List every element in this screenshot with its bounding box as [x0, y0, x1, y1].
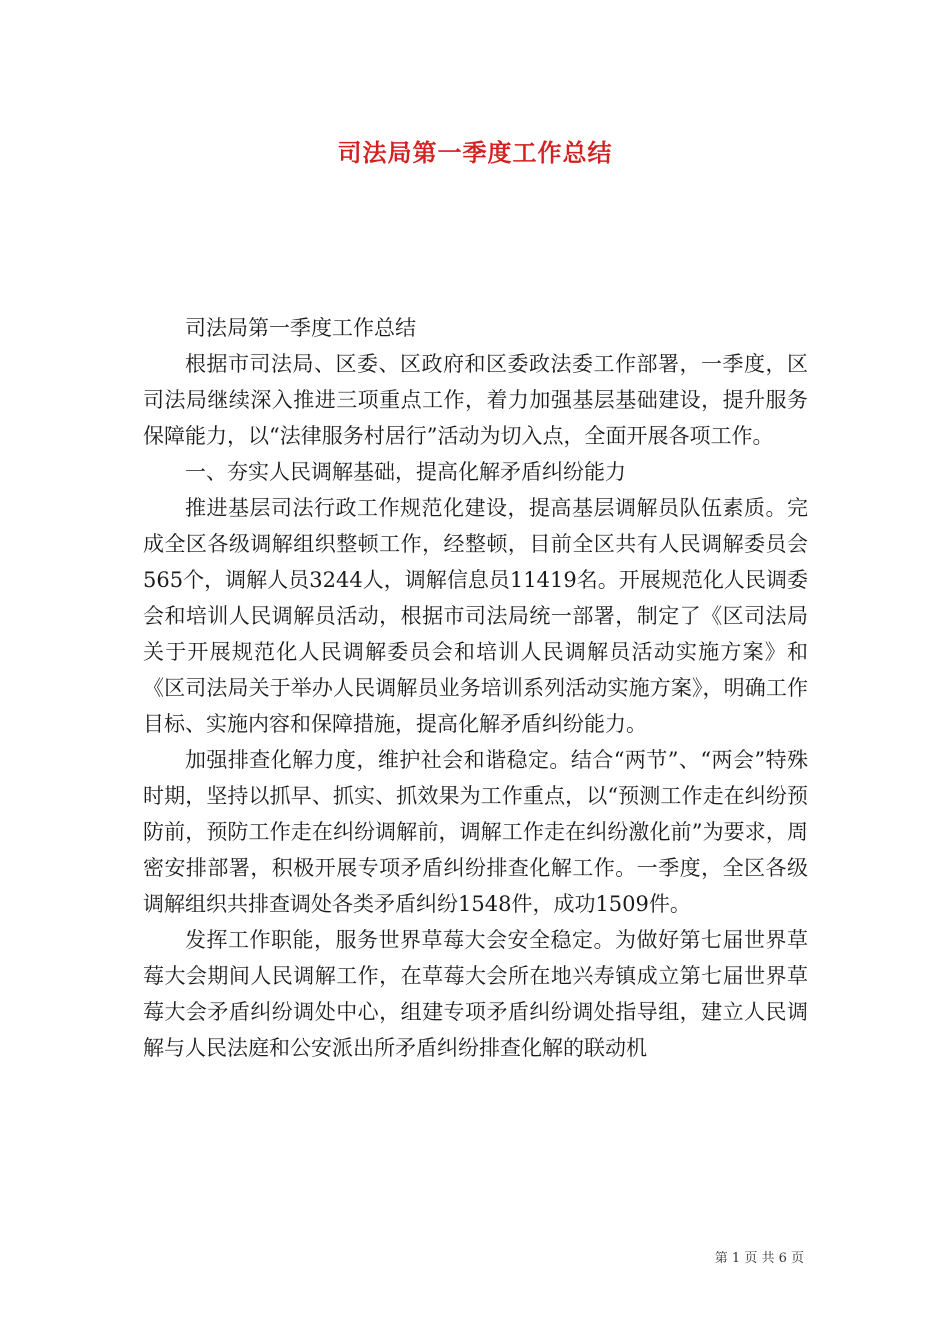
- section-heading-1: 一、夯实人民调解基础，提高化解矛盾纠纷能力: [185, 460, 626, 484]
- page-number: 第 1 页 共 6 页: [714, 1251, 804, 1266]
- paragraph-strawberry-conference: 发挥工作职能，服务世界草莓大会安全稳定。为做好第七届世界草莓大会期间人民调解工作，在草莓大会所在地兴寿镇成立第七届世界草莓大会矛盾纠纷调处中心，组建专项矛盾纠纷调处指导组，建立人民调解与人民法庭和公安派出所矛盾纠纷排查化解的联动机: [143, 928, 808, 1060]
- paragraph-standardization: 推进基层司法行政工作规范化建设，提高基层调解员队伍素质。完成全区各级调解组织整顿工作，经整顿，目前全区共有人民调解委员会565个，调解人员3244人，调解信息员11419名。开展规范化人民调委会和培训人民调解员活动，根据市司法局统一部署，制定了《区司法局关于开展规范化人民调解委员会和培训人民调解员活动实施方案》和《区司法局关于举办人民调解员业务培训系列活动实施方案》，明确工作目标、实施内容和保障措施，提高化解矛盾纠纷能力。: [143, 496, 808, 736]
- document-body: [143, 310, 808, 1066]
- paragraph-intro: 根据市司法局、区委、区政府和区委政法委工作部署，一季度，区司法局继续深入推进三项重点工作，着力加强基层基础建设，提升服务保障能力，以“法律服务村居行”活动为切入点，全面开展各项工作。: [143, 352, 808, 448]
- document-title: 司法局第一季度工作总结: [337, 138, 613, 167]
- paragraph-dispute-resolution: 加强排查化解力度，维护社会和谐稳定。结合“两节”、“两会”特殊时期，坚持以抓早、抓实、抓效果为工作重点，以“预测工作走在纠纷预防前，预防工作走在纠纷调解前，调解工作走在纠纷激化前”为要求，周密安排部署，积极开展专项矛盾纠纷排查化解工作。一季度，全区各级调解组织共排查调处各类矛盾纠纷1548件，成功1509件。: [143, 748, 808, 916]
- paragraph-heading: 司法局第一季度工作总结: [185, 316, 416, 340]
